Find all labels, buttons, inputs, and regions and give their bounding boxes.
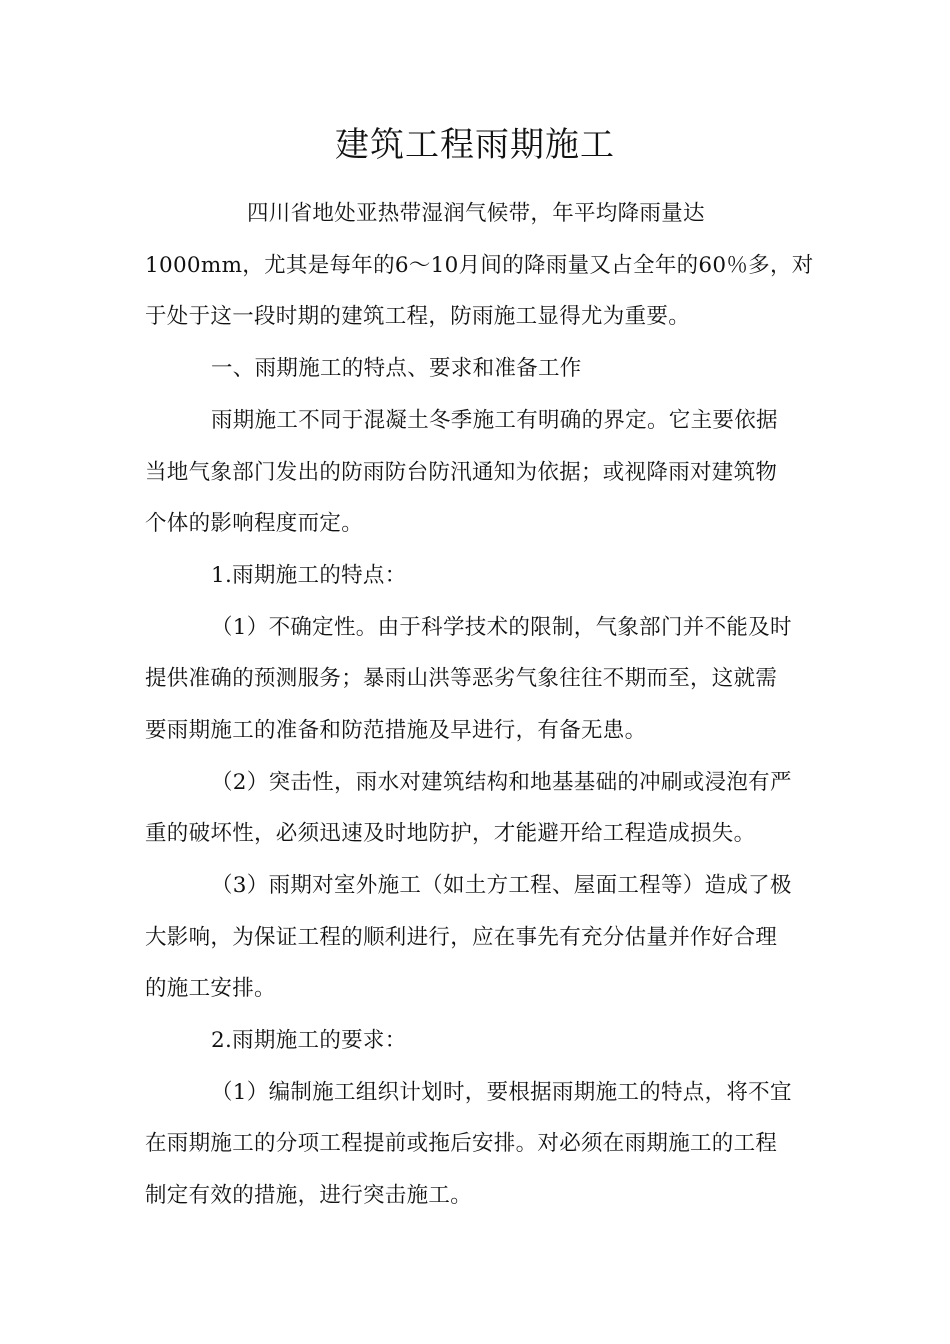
document-title: 建筑工程雨期施工	[335, 125, 615, 165]
body-line: （2）突击性，雨水对建筑结构和地基基础的冲刷或浸泡有严	[211, 770, 792, 795]
section-heading: 一、雨期施工的特点、要求和准备工作	[211, 356, 582, 381]
body-line: 提供准确的预测服务；暴雨山洪等恶劣气象往往不期而至，这就需	[145, 666, 778, 691]
subsection-heading: 1.雨期施工的特点：	[211, 563, 407, 588]
subsection-heading: 2.雨期施工的要求：	[211, 1028, 407, 1053]
body-line: 重的破坏性，必须迅速及时地防护，才能避开给工程造成损失。	[145, 821, 756, 846]
body-line: 雨期施工不同于混凝土冬季施工有明确的界定。它主要依据	[211, 408, 778, 433]
body-line: 个体的影响程度而定。	[145, 511, 364, 536]
body-line: 四川省地处亚热带湿润气候带，年平均降雨量达	[247, 201, 705, 226]
body-line: （1）编制施工组织计划时，要根据雨期施工的特点，将不宜	[211, 1080, 792, 1105]
body-line: （3）雨期对室外施工（如土方工程、屋面工程等）造成了极	[211, 873, 792, 898]
body-line: （1）不确定性。由于科学技术的限制，气象部门并不能及时	[211, 615, 792, 640]
body-line: 当地气象部门发出的防雨防台防汛通知为依据；或视降雨对建筑物	[145, 460, 778, 485]
body-line: 于处于这一段时期的建筑工程，防雨施工显得尤为重要。	[145, 304, 691, 329]
body-line: 要雨期施工的准备和防范措施及早进行，有备无患。	[145, 718, 647, 743]
body-line: 的施工安排。	[145, 976, 276, 1001]
body-line: 大影响，为保证工程的顺利进行，应在事先有充分估量并作好合理	[145, 925, 778, 950]
body-line: 1000mm，尤其是每年的6～10月间的降雨量又占全年的60％多，对	[145, 253, 814, 278]
body-line: 在雨期施工的分项工程提前或拖后安排。对必须在雨期施工的工程	[145, 1131, 778, 1156]
body-line: 制定有效的措施，进行突击施工。	[145, 1183, 473, 1208]
